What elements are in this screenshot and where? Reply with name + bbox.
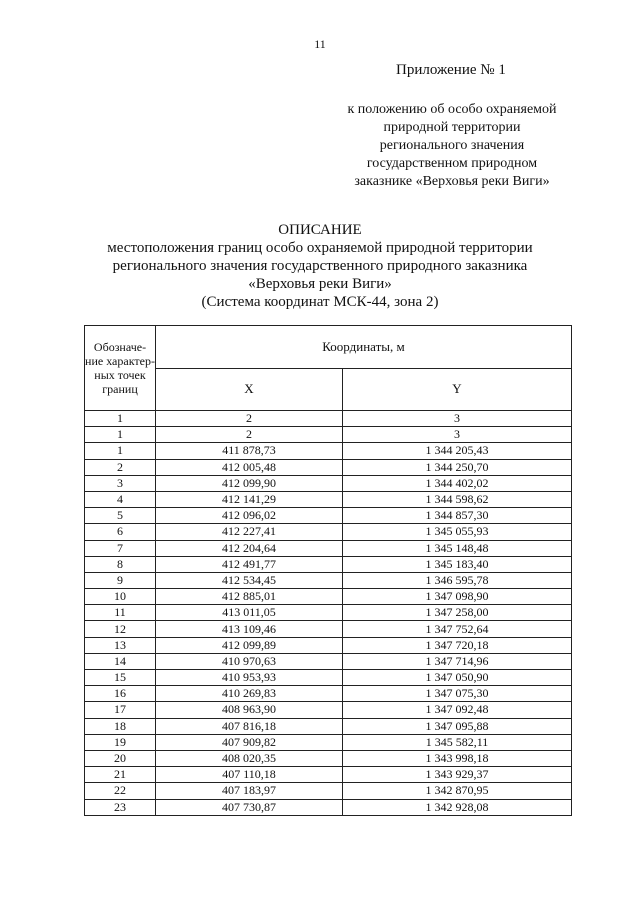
cell-y: 1 347 258,00 — [343, 605, 572, 621]
cell-y: 1 343 998,18 — [343, 750, 572, 766]
cell-x: 407 816,18 — [156, 718, 343, 734]
cell-point: 1 — [85, 427, 156, 443]
cell-point: 5 — [85, 508, 156, 524]
cell-y: 1 345 582,11 — [343, 734, 572, 750]
cell-point: 20 — [85, 750, 156, 766]
table-row — [85, 783, 572, 799]
header-x: X — [156, 368, 343, 411]
cell-y: 1 345 183,40 — [343, 556, 572, 572]
cell-y: 1 346 595,78 — [343, 572, 572, 588]
table-row — [85, 475, 572, 491]
cell-y: 1 347 075,30 — [343, 686, 572, 702]
cell-point: 6 — [85, 524, 156, 540]
title-line: «Верховья реки Виги» — [248, 276, 392, 292]
cell-x: 408 020,35 — [156, 750, 343, 766]
cell-y: 1 347 752,64 — [343, 621, 572, 637]
cell-x: 407 110,18 — [156, 767, 343, 783]
cell-x: 407 183,97 — [156, 783, 343, 799]
cell-y: 1 342 870,95 — [343, 783, 572, 799]
cell-point: 18 — [85, 718, 156, 734]
appendix-label: Приложение № 1 — [396, 62, 506, 78]
table-row — [85, 491, 572, 507]
table-row — [85, 670, 572, 686]
cell-point: 7 — [85, 540, 156, 556]
cell-y: 1 343 929,37 — [343, 767, 572, 783]
cell-point: 17 — [85, 702, 156, 718]
table-row — [85, 734, 572, 750]
table-row — [85, 443, 572, 459]
page-number: 11 — [314, 37, 326, 51]
cell-point: 22 — [85, 783, 156, 799]
cell-x: 410 953,93 — [156, 670, 343, 686]
cell-point: 10 — [85, 589, 156, 605]
cell-point: 12 — [85, 621, 156, 637]
cell-y: 1 347 714,96 — [343, 653, 572, 669]
cell-x: 2 — [156, 411, 343, 427]
table-row — [85, 750, 572, 766]
table-row — [85, 540, 572, 556]
cell-x: 412 141,29 — [156, 491, 343, 507]
cell-point: 19 — [85, 734, 156, 750]
cell-point: 4 — [85, 491, 156, 507]
cell-x: 407 909,82 — [156, 734, 343, 750]
appendix-line: к положению об особо охраняемой — [347, 102, 557, 117]
cell-point: 14 — [85, 653, 156, 669]
cell-point: 9 — [85, 572, 156, 588]
cell-y: 1 344 857,30 — [343, 508, 572, 524]
cell-point: 8 — [85, 556, 156, 572]
cell-x: 407 730,87 — [156, 799, 343, 815]
header-designation: Обозначе-ние характер-ных точек границ — [85, 326, 156, 411]
header-y: Y — [343, 368, 572, 411]
table-row — [85, 686, 572, 702]
cell-point: 23 — [85, 799, 156, 815]
coordinates-table — [84, 325, 572, 816]
cell-x: 413 011,05 — [156, 605, 343, 621]
table-row — [85, 605, 572, 621]
cell-x: 412 491,77 — [156, 556, 343, 572]
cell-x: 410 970,63 — [156, 653, 343, 669]
table-row — [85, 508, 572, 524]
cell-y: 3 — [343, 427, 572, 443]
cell-x: 412 005,48 — [156, 459, 343, 475]
table-row — [85, 653, 572, 669]
document-title — [0, 221, 640, 311]
header-coordinates: Координаты, м — [156, 326, 572, 369]
table-row — [85, 702, 572, 718]
table-row — [85, 637, 572, 653]
appendix-line: природной территории — [383, 120, 521, 135]
title-line: регионального значения государственного природного заказника — [112, 258, 528, 274]
title-line: (Система координат МСК-44, зона 2) — [201, 294, 439, 310]
cell-point: 15 — [85, 670, 156, 686]
cell-y: 1 345 148,48 — [343, 540, 572, 556]
cell-point: 13 — [85, 637, 156, 653]
cell-y: 1 347 095,88 — [343, 718, 572, 734]
appendix-line: государственном природном — [366, 156, 538, 171]
table-row — [85, 459, 572, 475]
appendix-line: заказнике «Верховья реки Виги» — [354, 174, 550, 189]
cell-x: 412 534,45 — [156, 572, 343, 588]
table-row — [85, 621, 572, 637]
table-row — [85, 411, 572, 427]
cell-x: 410 269,83 — [156, 686, 343, 702]
table-body — [85, 411, 572, 816]
cell-y: 1 345 055,93 — [343, 524, 572, 540]
cell-x: 412 099,90 — [156, 475, 343, 491]
cell-point: 11 — [85, 605, 156, 621]
cell-x: 412 099,89 — [156, 637, 343, 653]
table-row — [85, 427, 572, 443]
cell-y: 1 344 598,62 — [343, 491, 572, 507]
cell-x: 412 885,01 — [156, 589, 343, 605]
cell-y: 1 347 050,90 — [343, 670, 572, 686]
cell-y: 1 342 928,08 — [343, 799, 572, 815]
appendix-line: регионального значения — [379, 138, 525, 153]
cell-point: 1 — [85, 411, 156, 427]
cell-point: 21 — [85, 767, 156, 783]
table-row — [85, 524, 572, 540]
cell-point: 16 — [85, 686, 156, 702]
cell-y: 1 344 250,70 — [343, 459, 572, 475]
cell-x: 412 227,41 — [156, 524, 343, 540]
table-row — [85, 799, 572, 815]
table-row — [85, 556, 572, 572]
cell-point: 1 — [85, 443, 156, 459]
table-row — [85, 589, 572, 605]
cell-x: 412 204,64 — [156, 540, 343, 556]
cell-x: 413 109,46 — [156, 621, 343, 637]
table-row — [85, 572, 572, 588]
title-heading: ОПИСАНИЕ — [278, 222, 362, 238]
cell-point: 3 — [85, 475, 156, 491]
cell-y: 1 347 720,18 — [343, 637, 572, 653]
cell-x: 412 096,02 — [156, 508, 343, 524]
cell-x: 2 — [156, 427, 343, 443]
table-row — [85, 767, 572, 783]
appendix-description — [327, 101, 577, 191]
cell-y: 1 347 092,48 — [343, 702, 572, 718]
cell-y: 1 344 205,43 — [343, 443, 572, 459]
cell-y: 1 344 402,02 — [343, 475, 572, 491]
table-row — [85, 718, 572, 734]
cell-x: 408 963,90 — [156, 702, 343, 718]
cell-y: 3 — [343, 411, 572, 427]
cell-y: 1 347 098,90 — [343, 589, 572, 605]
cell-point: 2 — [85, 459, 156, 475]
title-line: местоположения границ особо охраняемой природной территории — [107, 240, 533, 256]
cell-x: 411 878,73 — [156, 443, 343, 459]
